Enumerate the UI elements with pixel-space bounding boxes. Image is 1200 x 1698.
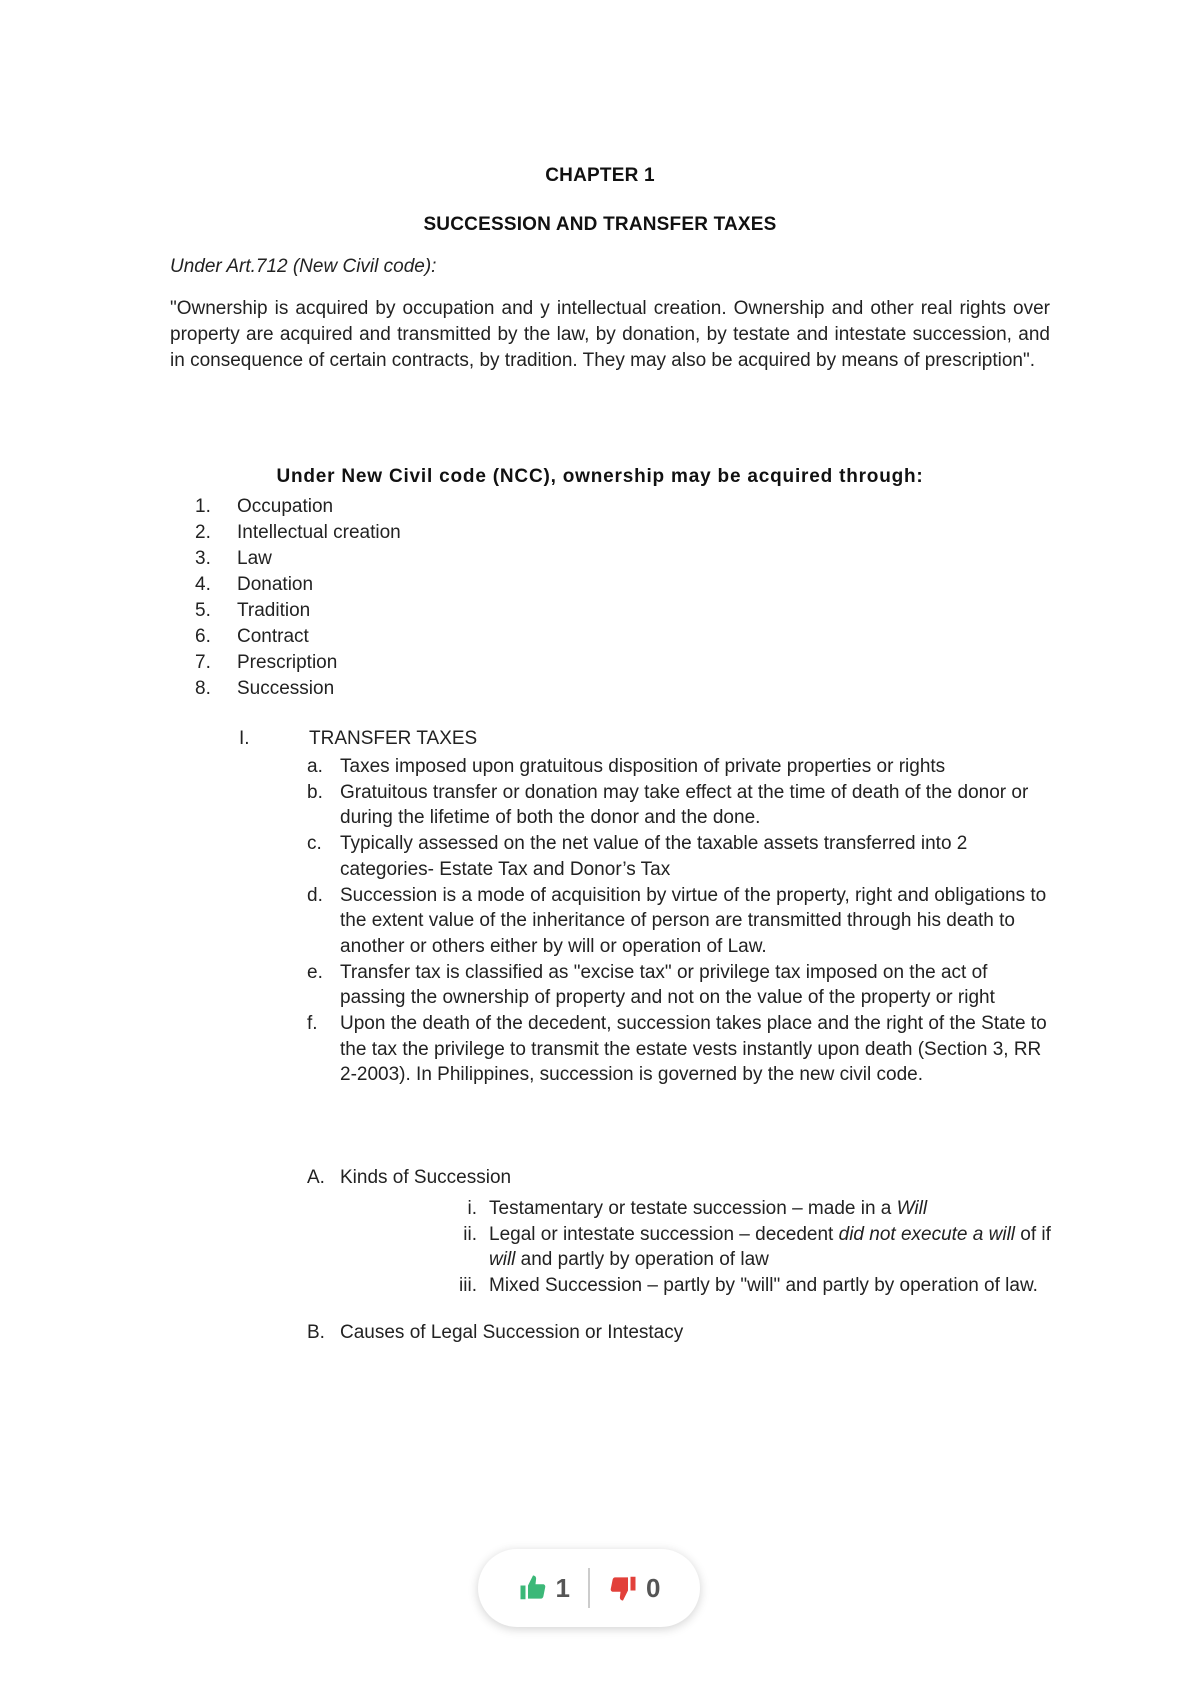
chapter-heading: CHAPTER 1	[545, 165, 655, 186]
ncc-list	[195, 494, 401, 702]
like-button[interactable]	[500, 1573, 588, 1604]
kinds-list	[430, 1196, 1055, 1299]
ncc-heading: Under New Civil code (NCC), ownership may be acquired through:	[276, 466, 924, 487]
list-item: 7. Prescription	[195, 652, 338, 673]
list-item: 4. Donation	[195, 574, 314, 595]
like-count: 1	[555, 1572, 570, 1603]
kinds-heading: A. Kinds of Succession	[307, 1167, 512, 1188]
thumbs-up-icon	[518, 1573, 548, 1603]
list-item: 1. Occupation	[195, 496, 334, 517]
list-item: f. Upon the death of the decedent, succession takes place and the right of the State to the tax the privilege to transmit the estate vests instantly upon death (Section 3, RR 2-2003). In Philippines, succession is governed by the new civil code.	[307, 1013, 1047, 1086]
transfer-tax-list	[307, 754, 1052, 1088]
causes-heading: B. Causes of Legal Succession or Intestacy	[307, 1322, 684, 1343]
list-item: 8. Succession	[195, 678, 335, 699]
list-item: 3. Law	[195, 548, 272, 569]
article-quote: "Ownership is acquired by occupation and y intellectual creation. Ownership and other real rights over property are acquired and transmitted by the law, by donation, by testate and intestate succession, and in consequence of certain contracts, by tradition. They may also be acquired by means of prescription".	[170, 298, 1050, 371]
list-item: e. Transfer tax is classified as "excise tax" or privilege tax imposed on the act of passing the ownership of property and not on the value of the property or right	[307, 961, 995, 1009]
list-item: ii. Legal or intestate succession – decedent did not execute a will of if will and partly by operation of law	[463, 1223, 1051, 1271]
thumbs-down-icon	[608, 1573, 638, 1603]
dislike-count: 0	[646, 1572, 661, 1603]
list-item: i. Testamentary or testate succession – made in a Will	[467, 1198, 928, 1219]
chapter-title: SUCCESSION AND TRANSFER TAXES	[423, 214, 777, 235]
vote-widget	[478, 1549, 700, 1627]
list-item: a. Taxes imposed upon gratuitous disposition of private properties or rights	[307, 756, 946, 777]
dislike-button[interactable]	[590, 1573, 678, 1604]
list-item: 6. Contract	[195, 626, 309, 647]
list-item: c. Typically assessed on the net value of the taxable assets transferred into 2 categories- Estate Tax and Donor’s Tax	[307, 833, 968, 880]
list-item: 5. Tradition	[195, 600, 311, 621]
list-item: iii. Mixed Succession – partly by "will" and partly by operation of law.	[459, 1275, 1038, 1297]
list-item: 2. Intellectual creation	[195, 522, 401, 543]
article-reference: Under Art.712 (New Civil code):	[170, 256, 437, 277]
list-item: d. Succession is a mode of acquisition by virtue of the property, right and obligations to the extent value of the inheritance of person are transmitted through his death to another or others either by will or operation of Law.	[307, 884, 1047, 957]
section-heading: I. TRANSFER TAXES	[239, 728, 478, 749]
list-item: b. Gratuitous transfer or donation may take effect at the time of death of the donor or during the lifetime of both the donor and the done.	[307, 781, 1029, 829]
